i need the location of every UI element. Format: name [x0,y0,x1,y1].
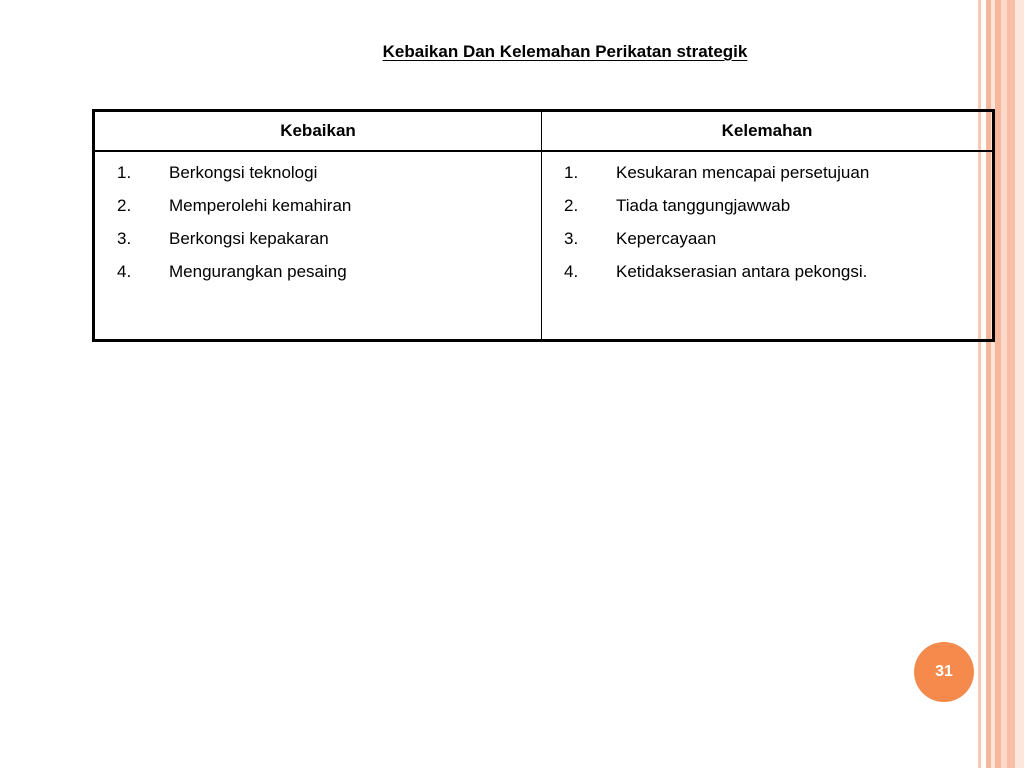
comparison-table [92,109,995,342]
item-text: Berkongsi kepakaran [169,229,329,248]
kelemahan-cell [542,151,994,341]
item-text: Mengurangkan pesaing [169,262,347,281]
item-number: 2. [564,196,579,215]
item-number: 3. [564,229,579,248]
kelemahan-list [542,156,992,288]
header-kelemahan: Kelemahan [542,111,994,152]
decorative-stripe [1007,0,1015,768]
list-item [95,222,541,255]
table-header-row [94,111,994,152]
list-item [542,222,992,255]
item-number: 4. [564,262,579,281]
item-text: Kepercayaan [616,229,717,248]
page-number-badge [914,642,974,702]
decorative-stripe [1015,0,1024,768]
item-text: Kesukaran mencapai persetujuan [616,163,870,182]
slide-title: Kebaikan Dan Kelemahan Perikatan strategik [382,42,748,61]
item-number: 2. [117,196,132,215]
list-item [542,156,992,189]
list-item [95,255,541,288]
kebaikan-list [95,156,541,288]
list-item [95,156,541,189]
page-number: 31 [935,663,953,680]
kebaikan-cell [94,151,542,341]
item-number: 1. [564,163,579,182]
item-text: Berkongsi teknologi [169,163,318,182]
table-row [94,151,994,341]
item-text: Ketidakserasian antara pekongsi. [616,262,868,281]
list-item [542,255,992,288]
item-number: 4. [117,262,132,281]
list-item [95,189,541,222]
item-number: 1. [117,163,132,182]
header-kebaikan: Kebaikan [94,111,542,152]
item-text: Tiada tanggungjawwab [616,196,791,215]
item-number: 3. [117,229,132,248]
list-item [542,189,992,222]
item-text: Memperolehi kemahiran [169,196,352,215]
